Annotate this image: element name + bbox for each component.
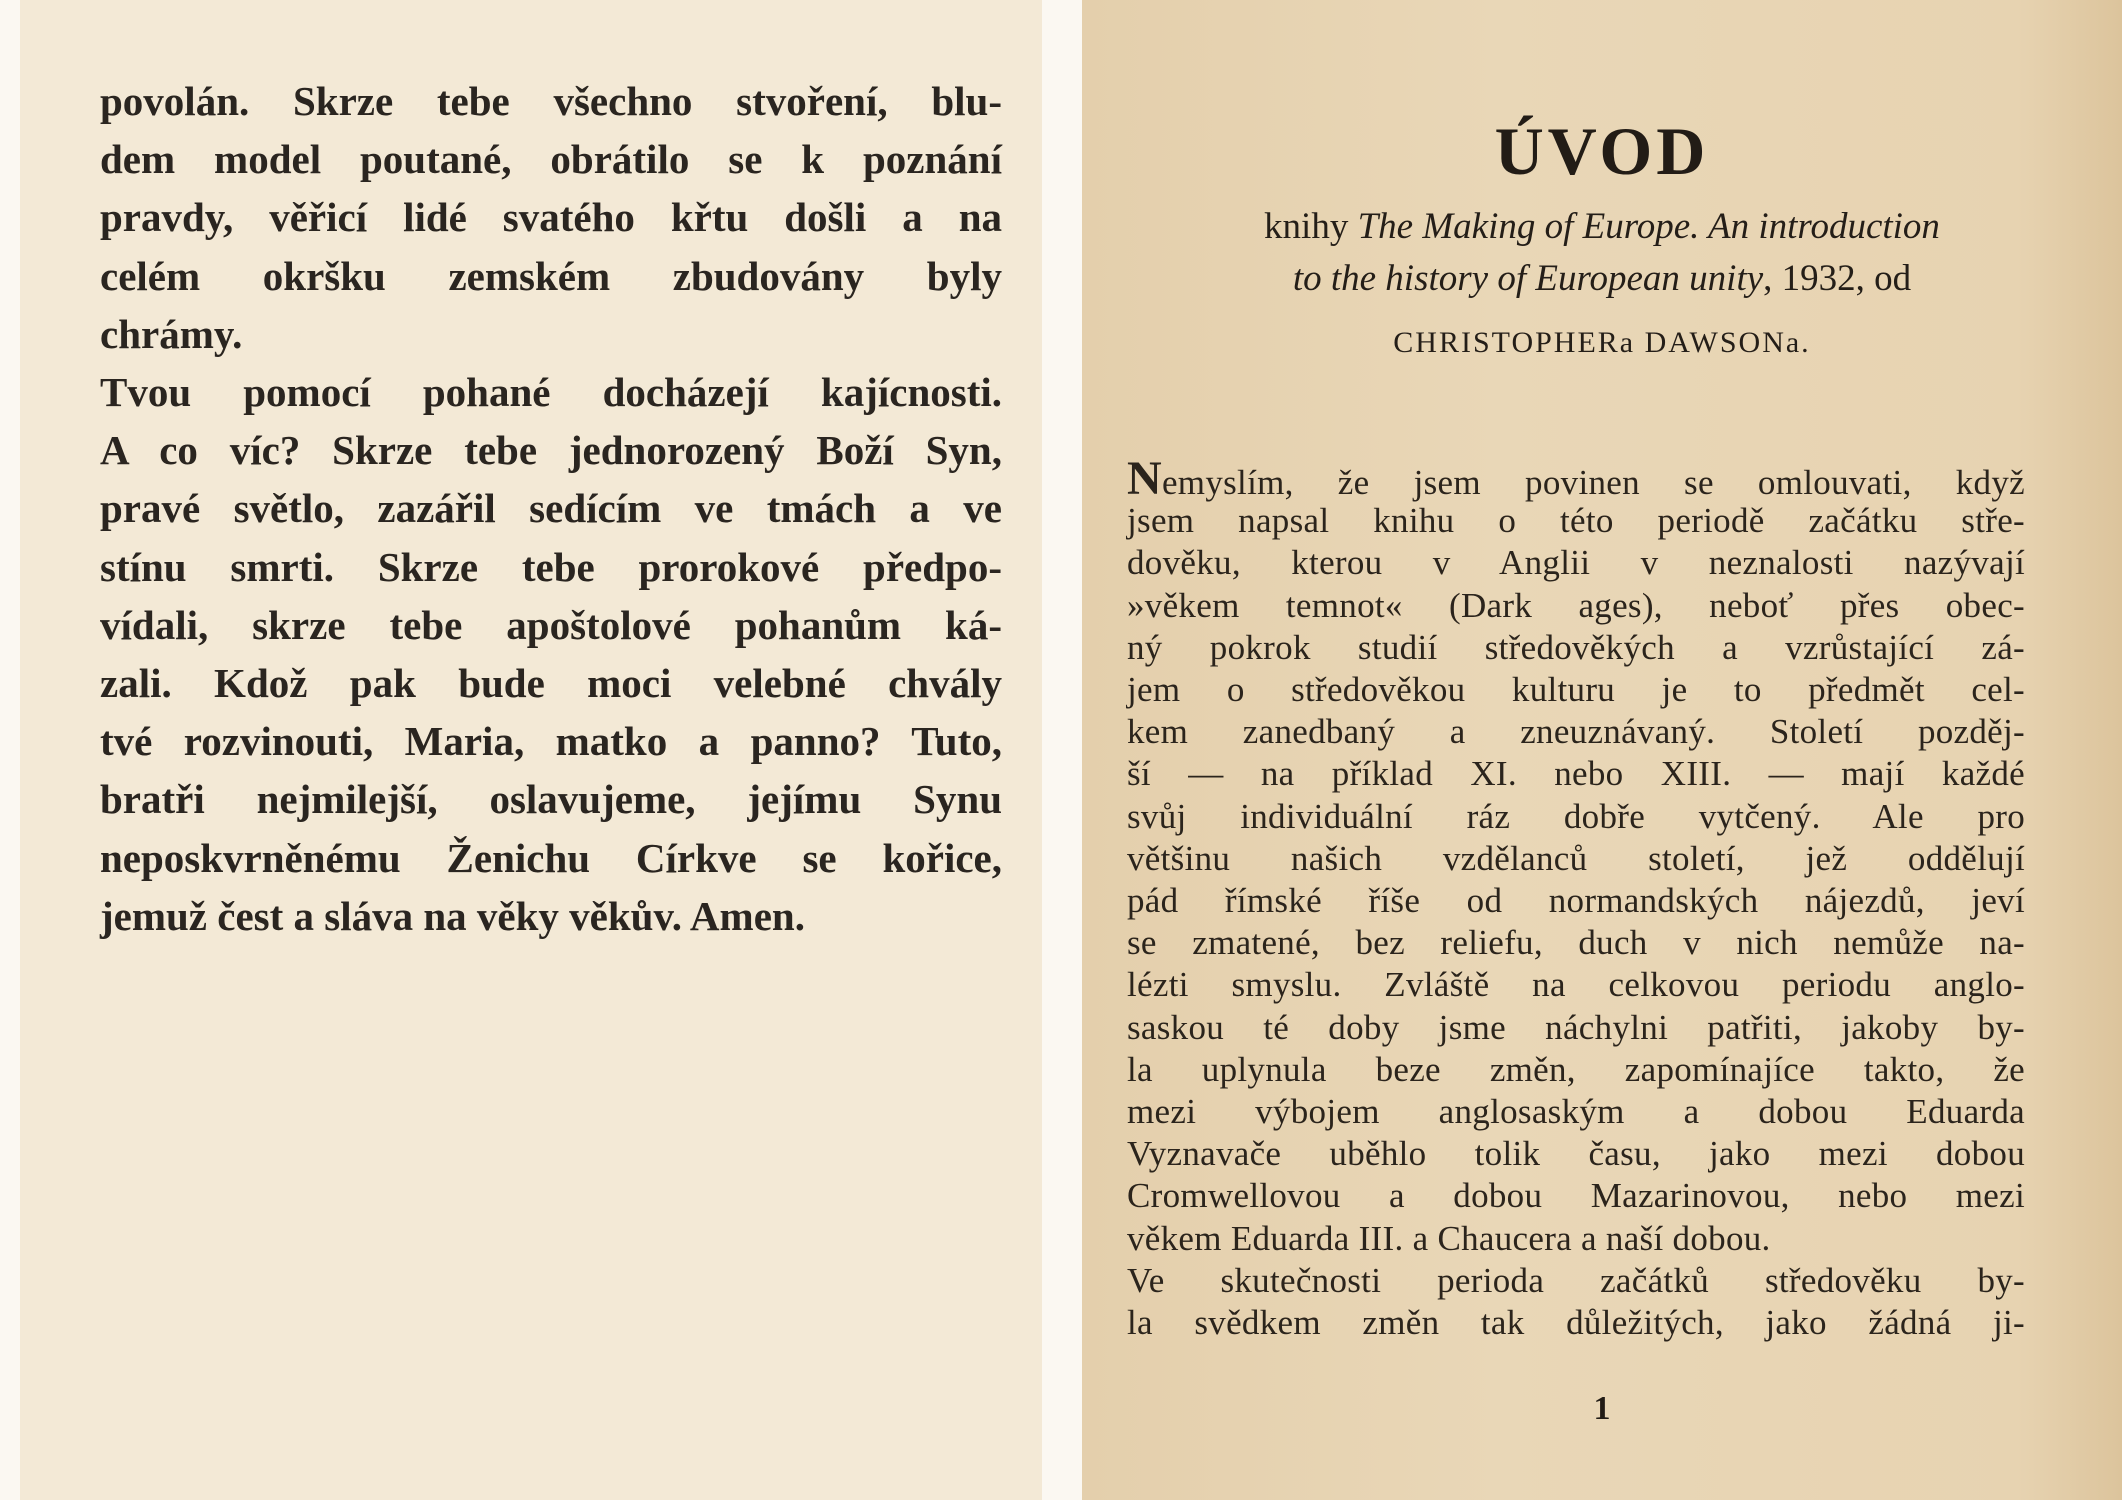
text-line: pád římské říše od normandských nájezdů, jeví [1127,881,2025,920]
text-line: celém okršku zemském zbudovány byly [100,252,1002,299]
text-line: věkem Eduarda III. a Chaucera a naší dobou. [1127,1218,1771,1258]
text-line: jem o středověkou kulturu je to předmět cel- [1127,670,2025,709]
text-line: se zmatené, bez reliefu, duch v nich nemůže na- [1127,923,2025,963]
text-line: ný pokrok studií středověkých a vzrůstající zá- [1127,627,2025,667]
text-line: jemuž čest a sláva na věky věkův. Amen. [100,892,805,939]
text-line: pravé světlo, zazářil sedícím ve tmách a ve [100,485,1002,532]
drop-cap: N [1127,452,1162,505]
text-line: la uplynula beze změn, zapomínajíce takto, že [1127,1049,2025,1089]
text-line: svůj individuální ráz dobře vytčený. Ale pro [1127,796,2025,836]
text-line: Tvou pomocí pohané docházejí kajícnosti. [100,369,1002,415]
text-line: povolán. Skrze tebe všechno stvoření, blu- [100,78,1002,124]
text-line [1127,452,2025,505]
subtitle-line-2 [1082,257,2122,300]
text-line: zali. Kdož pak bude moci velebné chvály [100,660,1002,706]
text-line: »věkem temnot« (Dark ages), neboť přes obec- [1127,585,2025,625]
text-line-rest: emyslím, že jsem povinen se omlouvati, když [1161,463,2025,502]
text-line: neposkvrněnému Ženichu Církve se kořice, [100,834,1002,881]
text-line: mezi výbojem anglosaským a dobou Eduarda [1127,1092,2025,1131]
text-line: Cromwellovou a dobou Mazarinovou, nebo mezi [1127,1176,2025,1216]
book-title-part-2: to the history of European unity [1292,258,1764,299]
text-line: pravdy, věřicí lidé svatého křtu došli a na [100,194,1002,241]
text-line: bratři nejmilejší, oslavujeme, jejímu Synu [100,776,1002,823]
subtitle-line-1 [1082,205,2122,248]
text-line: tvé rozvinouti, Maria, matko a panno? Tuto, [100,718,1002,765]
text-line: A co víc? Skrze tebe jednorozený Boží Syn, [100,427,1002,474]
text-line: la svědkem změn tak důležitých, jako žádná ji- [1127,1303,2025,1342]
book-title-part-1: The Making of Europe. An introduction [1357,206,1940,247]
left-page [20,0,1042,1500]
author-name: CHRISTOPHERa DAWSONa. [1393,326,1811,359]
text-line: Vyznavače uběhlo tolik času, jako mezi dobou [1127,1134,2025,1174]
right-page [1082,0,2122,1500]
text-line: většinu našich vzdělanců století, jež oddělují [1127,838,2025,878]
text-line: jsem napsal knihu o této periodě začátku stře- [1127,501,2025,541]
text-line: lézti smyslu. Zvláště na celkovou periodu anglo- [1127,965,2025,1005]
text-line: chrámy. [100,310,243,357]
text-line: Ve skutečnosti perioda začátků středověku by- [1127,1260,2025,1300]
text-line: kem zanedbaný a zneuznávaný. Století pozděj- [1127,712,2025,752]
text-line: dem model poutané, obrátilo se k poznání [100,136,1002,183]
subtitle-suffix: , 1932, od [1763,258,1912,299]
text-line: ší — na příklad XI. nebo XIII. — mají každé [1127,754,2025,794]
chapter-title: ÚVOD [1494,113,1710,189]
text-line: stínu smrti. Skrze tebe prorokové předpo- [100,543,1002,590]
text-line: vídali, skrze tebe apoštolové pohanům ká- [100,601,1002,648]
text-line: dověku, kterou v Anglii v neznalosti nazývají [1127,543,2025,583]
text-line: saskou té doby jsme náchylni patřiti, jakoby by- [1127,1007,2025,1047]
page-number: 1 [1593,1390,1611,1427]
subtitle-prefix: knihy [1264,206,1349,247]
